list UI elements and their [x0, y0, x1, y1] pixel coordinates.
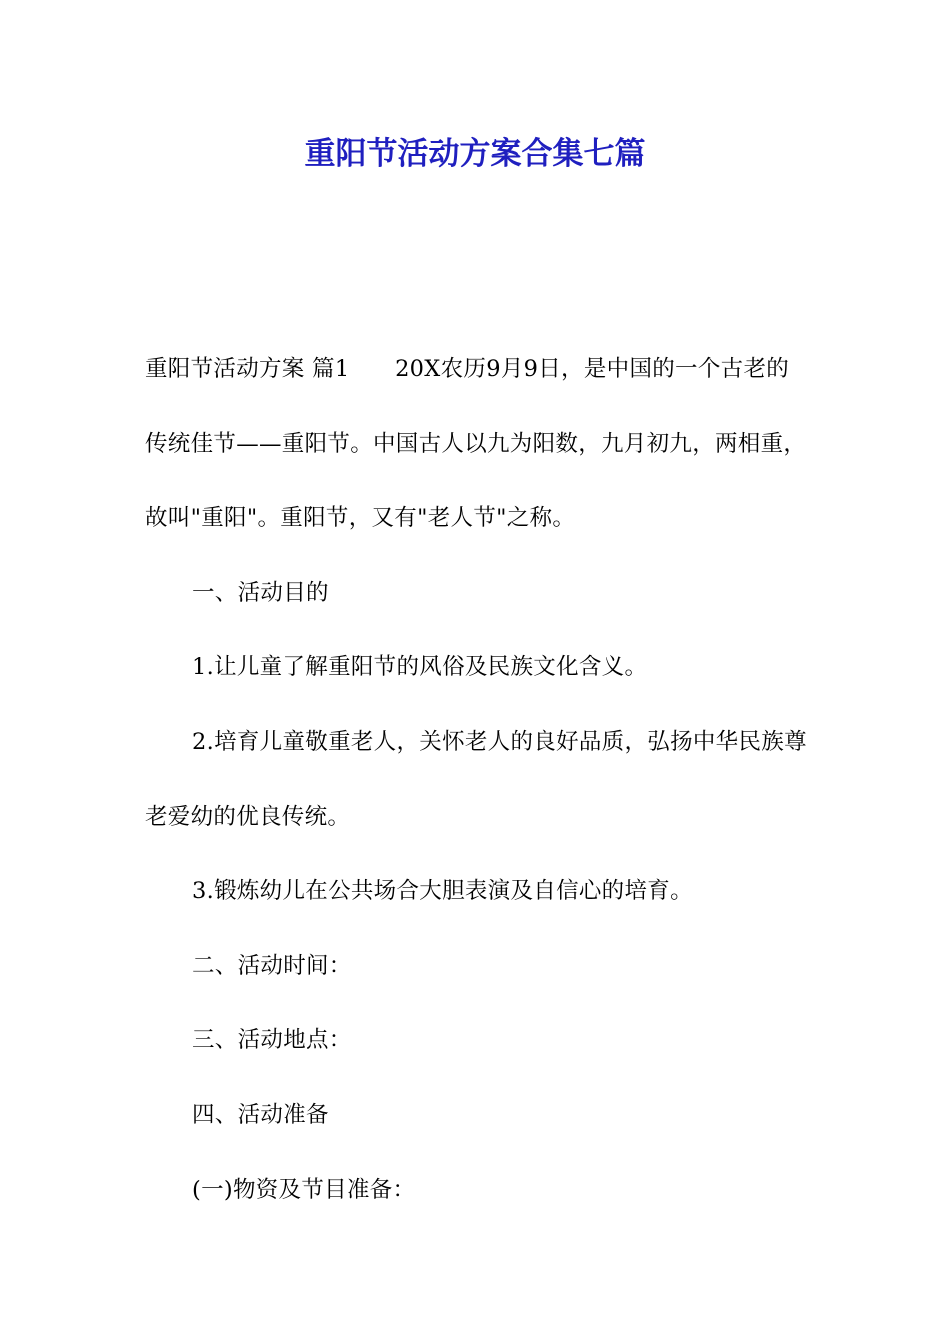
intro-paragraph: 重阳节活动方案 篇1 20X农历9月9日，是中国的一个古老的传统佳节——重阳节。中国古人以九为阳数，九月初九，两相重，故叫"重阳"。重阳节，又有"老人节"之称。 — [145, 356, 807, 532]
section-heading-preparation: 四、活动准备 — [192, 1101, 329, 1128]
section-heading-location: 三、活动地点： — [192, 1027, 352, 1054]
document-body — [145, 332, 810, 1227]
purpose-item-1: 1.让儿童了解重阳节的风俗及民族文化含义。 — [192, 654, 648, 681]
section-heading-purpose: 一、活动目的 — [192, 579, 329, 606]
purpose-item-3: 3.锻炼幼儿在公共场合大胆表演及自信心的培育。 — [192, 878, 693, 905]
document-title: 重阳节活动方案合集七篇 — [304, 136, 646, 172]
subsection-heading-materials: (一)物资及节目准备： — [192, 1176, 416, 1203]
section-heading-time: 二、活动时间： — [192, 952, 352, 979]
purpose-item-2: 2.培育儿童敬重老人，关怀老人的良好品质，弘扬中华民族尊老爱幼的优良传统。 — [145, 728, 807, 830]
